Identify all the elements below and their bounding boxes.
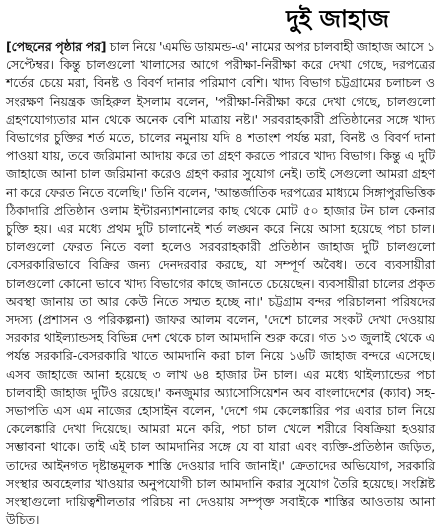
article-headline: দুই জাহাজ — [286, 5, 389, 33]
article-body-text: চাল নিয়ে 'এমভি ডায়মন্ড-এ' নামের অপর চালবাহী জাহাজ আসে ১ সেপ্টেম্বর। কিন্তু চালগুলো খালাসের আগে পরীক্ষা-নিরীক্ষা করে দেখা গেছে, দরপত্রের শর্তের চেয়ে মরা, বিনষ্ট ও বিবর্ণ দানার পরিমাণ বেশি। খাদ্য বিভাগ চট্টগ্রামের চলাচল ও সংরক্ষণ নিয়ন্ত্রক জহিরুল ইসলাম বলেন, 'পরীক্ষা-নিরীক্ষা করে দেখা গেছে, চালগুলো গ্রহণযোগ্যতার মান থেকে অনেক বেশি মাত্রায় নষ্ট।' সরবরাহকারী প্রতিষ্ঠানের সঙ্গে খাদ্য বিভাগের চুক্তির শর্ত মতে, চালের নমুনায় যদি ৪ শতাংশ পর্যন্ত মরা, বিনষ্ট ও বিবর্ণ দানা পাওয়া যায়, তবে জরিমানা আদায় করে তা গ্রহণ করতে পারবে খাদ্য বিভাগ। কিন্তু এ দুটি জাহাজে আনা চাল জরিমানা করেও গ্রহণ করার সুযোগ নেই। তাই সেগুলো আমরা গ্রহণ না করে ফেরত নিতে বলেছি।' তিনি বলেন, 'আন্তর্জাতিক দরপত্রের মাধ্যমে সিঙ্গাপুরভিত্তিক ঠিকাদারি প্রতিষ্ঠান ওলাম ইন্টারন্যাশনালের কাছ থেকে মোট ৫০ হাজার টন চাল কেনার চুক্তি হয়। এর মধ্যে প্রথম দুটি চালানেই শর্ত লঙ্ঘন করে নিয়ে আসা হয়েছে পচা চাল। চালগুলো ফেরত নিতে বলা হলেও সরবরাহকারী প্রতিষ্ঠান জাহাজ দুটি চালগুলো বেসরকারিভাবে বিক্রির জন্য দেনদরবার করছে, যা সম্পূর্ণ অবৈধ। তবে ব্যবসায়ীরা চালগুলো কোনো ভাবে খাদ্য বিভাগের কাছে জানতে চেয়েছেন। ব্যবসায়ীরা চালের প্রকৃত অবস্থা জানায় তা আর কেউ নিতে সম্মত হচ্ছে না।' চট্টগ্রাম বন্দর পরিচালনা পরিষদের সদস্য (প্রশাসন ও পরিকল্পনা) জাফর আলম বলেন, 'দেশে চালের সংকট দেখা দেওয়ায় সরকার থাইল্যান্ডসহ বিভিন্ন দেশ থেকে চাল আমদানি শুরু করে। গত ১৩ জুলাই থেকে এ পর্যন্ত সরকারি-বেসরকারি খাতে আমদানি করা চাল নিয়ে ১৬টি জাহাজ বন্দরে এসেছে। এসব জাহাজে আনা হয়েছে ৩ লাখ ৬৪ হাজার টন চাল। এর মধ্যে থাইল্যান্ডের পচা চালবাহী জাহাজ দুটিও রয়েছে।' কনজুমার অ্যাসোসিয়েশন অব বাংলাদেশের (ক্যাব) সহ-সভাপতি এস এম নাজের হোসাইন বলেন, 'দেশে গম কেলেঙ্কারির পর এবার চাল নিয়ে কেলেঙ্কারি দেখা দিয়েছে। আমরা মনে করি, পচা চাল খেলে শরীরে বিষক্রিয়া হওয়ার সম্ভাবনা থাকে। তাই এই চাল আমদানির সঙ্গে যে বা যারা এবং ব্যক্তি-প্রতিষ্ঠান জড়িত, তাদের আইনগত দৃষ্টান্তমূলক শাস্তি দেওয়ার দাবি জানাই।' ক্রেতাদের অভিযোগ, সরকারি সংস্থার অবহেলার খাওয়ার অনুপযোগী চাল আমদানি করার সুযোগ তৈরি হয়েছে। সংশ্লিষ্ট সংস্থাগুলো দায়িত্বশীলতার পরিচয় না দেওয়ায় সম্পৃক্ত সবাইকে শাস্তির আওতায় আনা উচিত। — [6, 39, 435, 528]
article-body — [6, 38, 435, 529]
article-lead-in: [পেছনের পৃষ্ঠার পর] — [6, 39, 107, 54]
